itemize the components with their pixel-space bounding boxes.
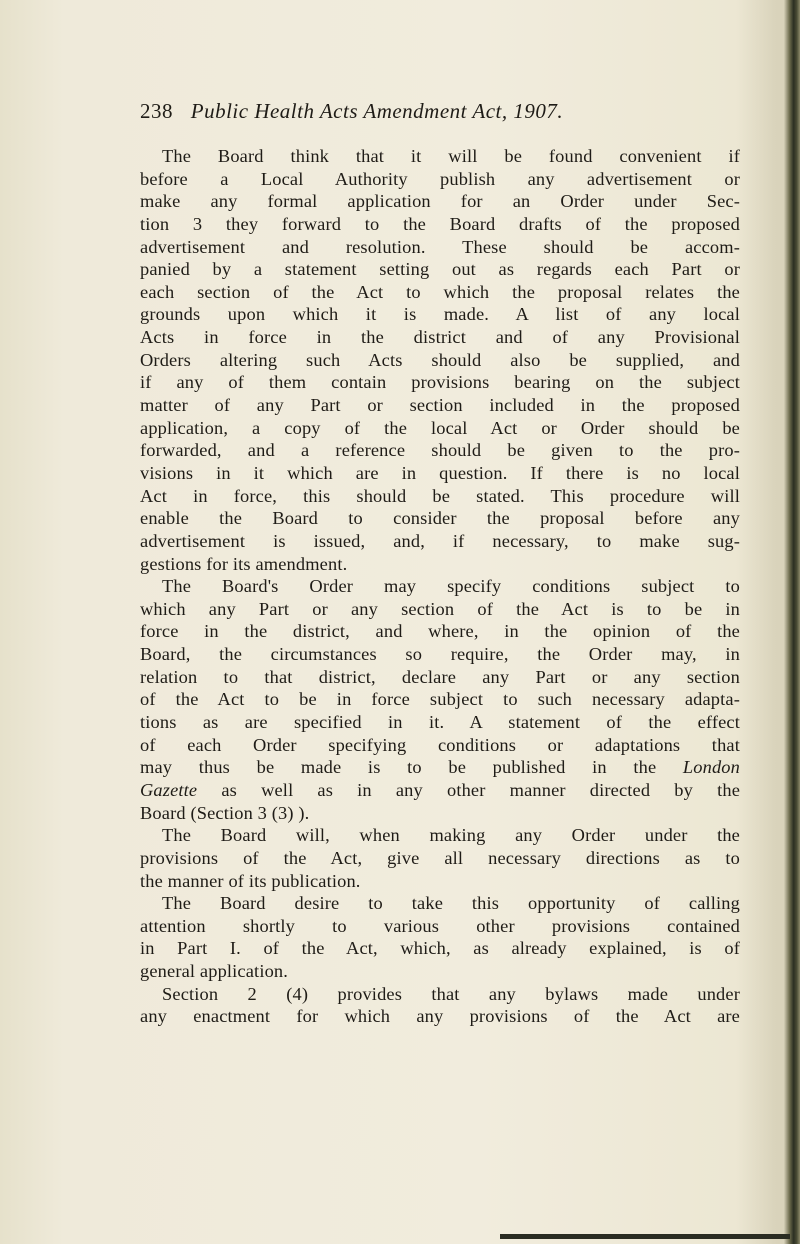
text-line: the manner of its publication. (140, 870, 361, 891)
text-line: The Board will, when making any Order under the (162, 825, 740, 846)
text-line: tion 3 they forward to the Board drafts of the proposed (140, 213, 740, 234)
text-line: advertisement and resolution. These should be accom- (140, 236, 740, 257)
text-line: Board (Section 3 (3) ). (140, 802, 310, 823)
text-line: which any Part or any section of the Act is to be in (140, 598, 740, 619)
text-line: any enactment for which any provisions of the Act are (140, 1006, 740, 1027)
text-line-with-italic (140, 779, 740, 802)
text-line: each section of the Act to which the proposal relates the (140, 281, 740, 302)
text-line: Acts in force in the district and of any Provisional (140, 327, 740, 348)
text-line: if any of them contain provisions bearing on the subject (140, 372, 740, 393)
text-line: application, a copy of the local Act or Order should be (140, 417, 740, 438)
text-line: Orders altering such Acts should also be supplied, and (140, 349, 740, 370)
text-line: force in the district, and where, in the opinion of the (140, 621, 740, 642)
text-line: The Board's Order may specify conditions subject to (162, 576, 740, 597)
text-line: forwarded, and a reference should be given to the pro- (140, 440, 740, 461)
body-text (140, 145, 740, 1028)
text-line: gestions for its amendment. (140, 553, 348, 574)
text-line: Board, the circumstances so require, the Order may, in (140, 644, 740, 665)
text-line: general application. (140, 961, 289, 982)
text-line: matter of any Part or section included in the proposed (140, 395, 740, 416)
page-number: 238 (140, 99, 173, 123)
text-line: relation to that district, declare any Part or any section (140, 666, 740, 687)
text-span: as well as in any other manner directed by the (221, 779, 741, 800)
text-line: of each Order specifying conditions or adaptations that (140, 734, 740, 755)
book-binding-edge (784, 0, 800, 1244)
italic-text: Gazette (140, 779, 198, 800)
text-line: in Part I. of the Act, which, as already explained, is of (140, 938, 740, 959)
text-line: panied by a statement setting out as regards each Part or (140, 259, 740, 280)
running-title: Public Health Acts Amendment Act, 1907. (190, 99, 564, 123)
text-line: grounds upon which it is made. A list of any local (140, 304, 740, 325)
running-head (140, 99, 563, 124)
text-line: tions as are specified in it. A statement of the effect (140, 712, 740, 733)
text-span: may thus be made is to be published in the (140, 757, 657, 778)
text-line: The Board desire to take this opportunity of calling (162, 893, 740, 914)
text-line-with-italic (140, 756, 740, 779)
text-line: attention shortly to various other provisions contained (140, 915, 740, 936)
text-line: Act in force, this should be stated. This procedure will (140, 485, 740, 506)
text-line: enable the Board to consider the proposal before any (140, 508, 740, 529)
bottom-shadow-rule (500, 1234, 790, 1239)
text-line: make any formal application for an Order under Sec- (140, 191, 740, 212)
text-line: visions in it which are in question. If there is no local (140, 462, 740, 483)
text-line: The Board think that it will be found convenient if (162, 146, 740, 166)
text-line: of the Act to be in force subject to such necessary adapta- (140, 689, 740, 710)
italic-text: London (682, 757, 740, 778)
text-line: advertisement is issued, and, if necessary, to make sug- (140, 530, 740, 551)
text-line: Section 2 (4) provides that any bylaws made under (162, 983, 740, 1004)
text-line: provisions of the Act, give all necessary directions as to (140, 847, 740, 868)
text-line: before a Local Authority publish any advertisement or (140, 168, 740, 189)
